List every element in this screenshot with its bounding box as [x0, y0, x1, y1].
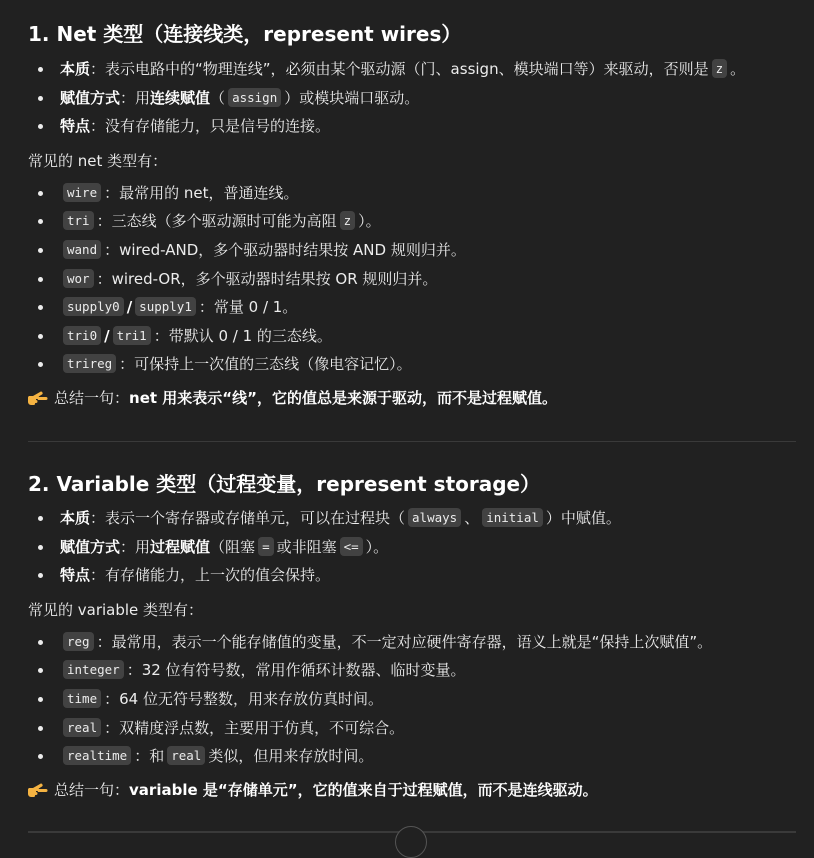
inline-code: supply1	[135, 297, 196, 316]
item-text: ：64 位无符号整数，用来存放仿真时间。	[104, 689, 383, 708]
summary-text: variable 是“存储单元”，它的值来自于过程赋值，而不是连线驱动。	[129, 780, 598, 799]
item-text: ：双精度浮点数，主要用于仿真，不可综合。	[104, 718, 405, 737]
inline-code: trireg	[63, 354, 116, 373]
item-text: ：用	[120, 88, 151, 107]
list-item	[28, 55, 796, 84]
item-text: ）或模块端口驱动。	[284, 88, 420, 107]
item-label: 特点	[60, 117, 91, 136]
inline-code: real	[63, 718, 101, 737]
item-text: ：wired-OR，多个驱动器时结果按 OR 规则归并。	[96, 269, 438, 288]
net-types-list	[28, 179, 796, 379]
inline-code: time	[63, 689, 101, 708]
item-label: 赋值方式	[60, 537, 121, 556]
inline-code: wand	[63, 240, 101, 259]
inline-code: integer	[63, 660, 124, 679]
item-text: ：带默认 0 / 1 的三态线。	[153, 326, 332, 345]
net-summary	[28, 383, 796, 416]
inline-code: z	[340, 211, 356, 230]
variable-types-heading: 常见的 variable 类型有：	[28, 600, 204, 619]
separator: /	[126, 298, 133, 317]
inline-code: tri1	[113, 326, 151, 345]
separator: 、	[464, 509, 480, 527]
net-types-heading: 常见的 net 类型有：	[28, 151, 168, 170]
list-item	[28, 628, 796, 657]
list-item	[28, 561, 796, 590]
inline-code: realtime	[63, 746, 131, 765]
list-item	[28, 350, 796, 379]
summary-prefix: 总结一句：	[54, 780, 130, 799]
list-item	[28, 504, 796, 533]
item-text: ：表示一个寄存器或存储单元，可以在过程块（	[90, 509, 406, 527]
item-text: 或非阻塞	[276, 537, 337, 556]
list-item	[28, 533, 796, 562]
inline-code: supply0	[63, 297, 124, 316]
list-item	[28, 179, 796, 208]
item-text: ：wired-AND，多个驱动器时结果按 AND 规则归并。	[104, 240, 466, 259]
item-label: 本质	[60, 509, 91, 527]
list-item	[28, 714, 796, 743]
item-text: ）。	[358, 212, 381, 231]
inline-code: real	[167, 746, 205, 765]
list-item	[28, 84, 796, 113]
item-text: ：可保持上一次值的三态线（像电容记忆）。	[119, 355, 412, 374]
list-item	[28, 656, 796, 685]
section-net-title: 1. Net 类型（连接线类，represent wires）	[28, 22, 462, 46]
pointing-hand-icon	[28, 778, 48, 808]
variable-properties-list	[28, 504, 796, 590]
list-item	[28, 207, 796, 236]
list-item	[28, 112, 796, 141]
inline-code: wor	[63, 269, 94, 288]
inline-code: initial	[482, 508, 543, 527]
summary-prefix: 总结一句：	[54, 388, 130, 407]
item-text: ：最常用的 net，普通连线。	[104, 183, 299, 202]
section-net	[28, 18, 796, 416]
inline-code: reg	[63, 632, 94, 651]
list-item	[28, 293, 796, 322]
inline-code: tri	[63, 211, 94, 230]
item-text: 类似，但用来存放时间。	[208, 747, 374, 766]
list-item	[28, 236, 796, 265]
item-bold: 过程赋值	[150, 537, 211, 556]
list-item	[28, 265, 796, 294]
item-text: ：和	[134, 747, 165, 766]
list-item	[28, 742, 796, 771]
section-variable-title: 2. Variable 类型（过程变量，represent storage）	[28, 472, 541, 496]
net-properties-list	[28, 55, 796, 141]
item-text: ：最常用，表示一个能存储值的变量，不一定对应硬件寄存器，语义上就是“保持上次赋值”。	[96, 632, 713, 651]
summary-text: net 用来表示“线”，它的值总是来源于驱动，而不是过程赋值。	[129, 388, 557, 407]
item-text: ：用	[120, 537, 151, 556]
inline-code: always	[408, 508, 461, 527]
item-text: 。	[730, 60, 746, 78]
item-text: ）中赋值。	[545, 509, 621, 527]
item-text: ：三态线（多个驱动源时可能为高阻	[96, 212, 337, 231]
inline-code: wire	[63, 183, 101, 202]
item-text: （	[210, 88, 226, 107]
item-label: 赋值方式	[60, 88, 121, 107]
separator: /	[104, 326, 110, 345]
inline-code: tri0	[63, 326, 101, 345]
item-text: ）。	[365, 537, 389, 556]
variable-types-list	[28, 628, 796, 771]
item-bold: 连续赋值	[150, 88, 211, 107]
inline-code: z	[712, 59, 728, 78]
list-item	[28, 685, 796, 714]
scroll-down-button[interactable]	[395, 826, 427, 858]
item-text: ：32 位有符号数，常用作循环计数器、临时变量。	[126, 661, 466, 680]
inline-code: <=	[340, 537, 363, 556]
variable-summary	[28, 775, 796, 808]
item-label: 特点	[60, 566, 91, 585]
item-text: ：没有存储能力，只是信号的连接。	[90, 117, 331, 136]
pointing-hand-icon	[28, 386, 48, 416]
inline-code: assign	[228, 88, 281, 107]
item-text: ：有存储能力，上一次的值会保持。	[90, 566, 331, 585]
item-text: （阻塞	[210, 537, 256, 556]
item-text: ：表示电路中的“物理连线”，必须由某个驱动源（门、assign、模块端口等）来驱动，否则是	[90, 60, 709, 78]
list-item	[28, 322, 796, 351]
item-label: 本质	[60, 60, 91, 78]
section-variable	[28, 468, 796, 808]
section-divider	[28, 441, 796, 442]
inline-code: =	[258, 537, 274, 556]
item-text: ：常量 0 / 1。	[198, 298, 298, 317]
